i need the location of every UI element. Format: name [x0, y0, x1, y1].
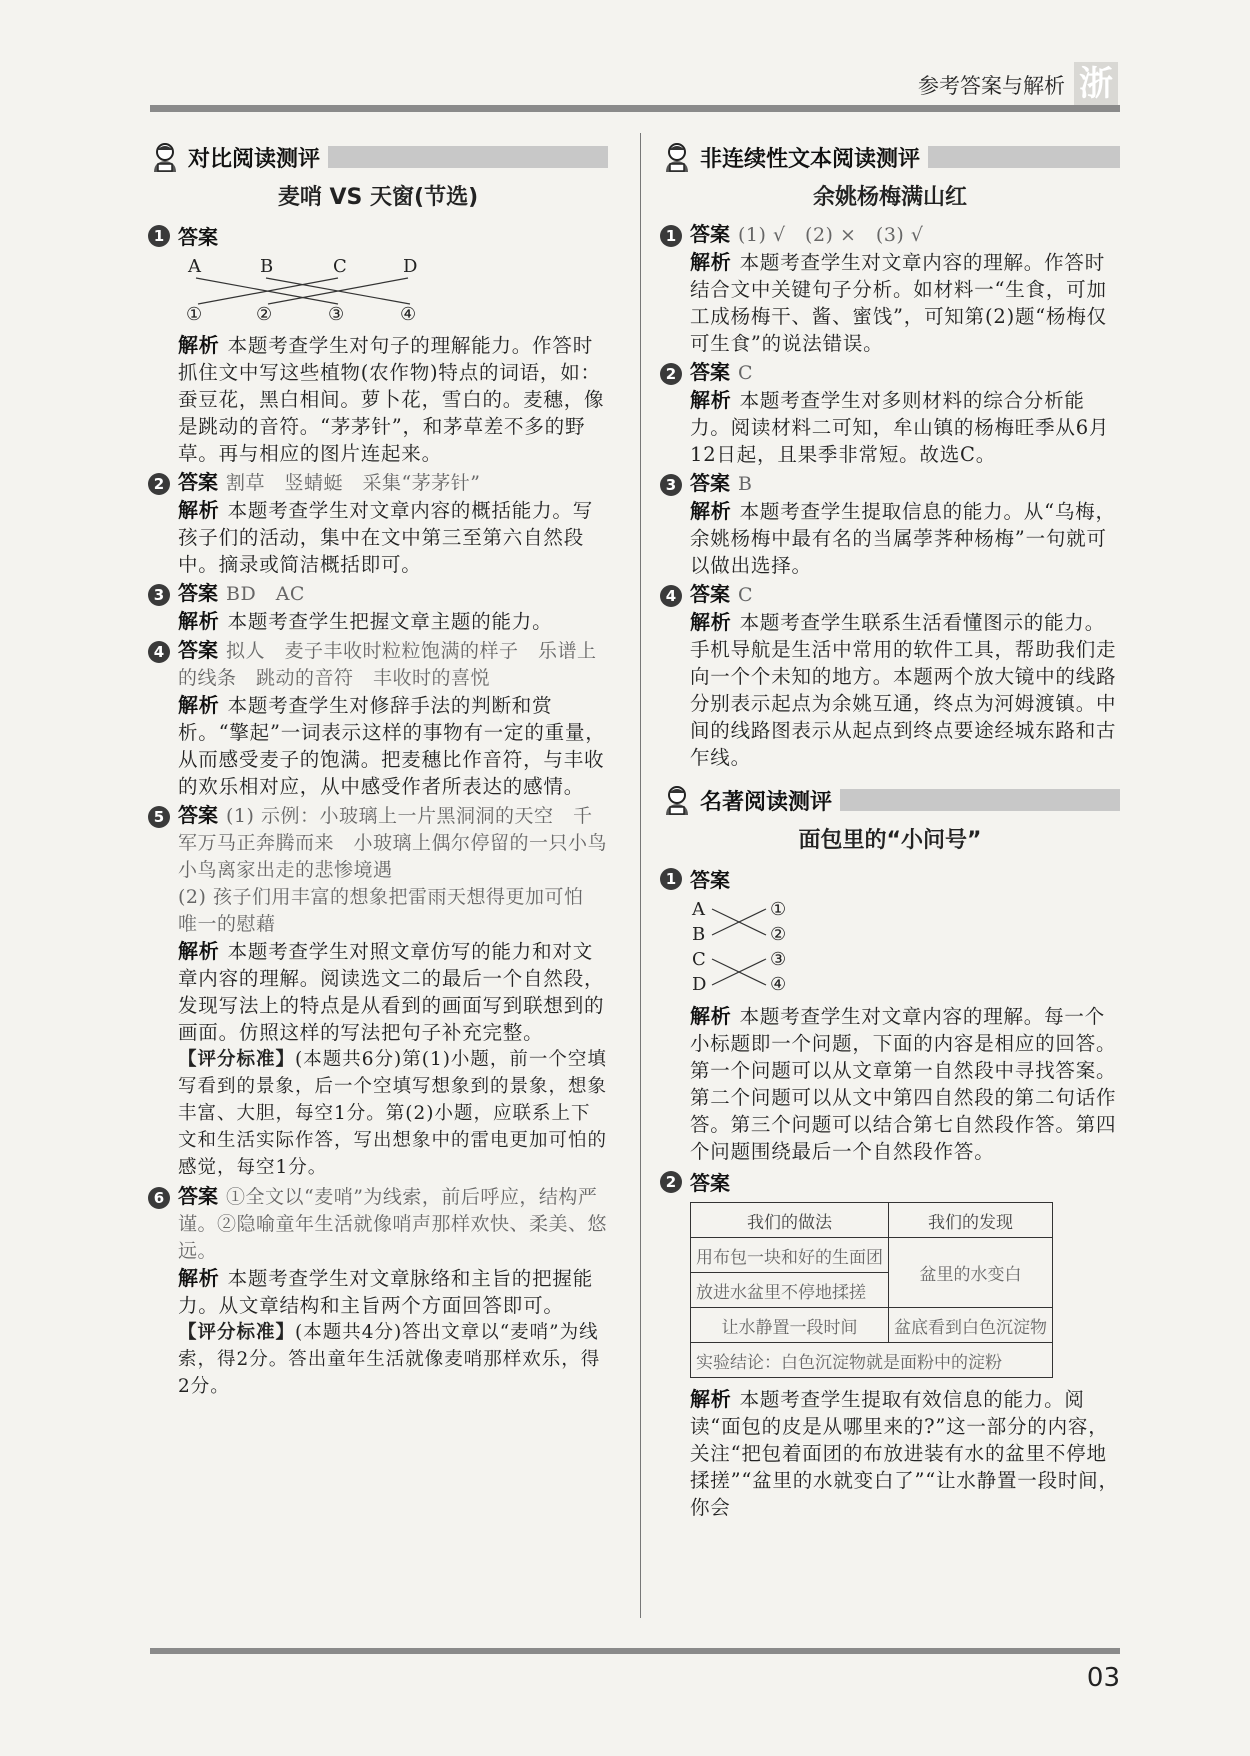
explain-text: 本题考查学生对修辞手法的判断和赏析。“擎起”一词表示这样的事物有一定的重量，从而感受麦子的饱满。把麦穗比作音符，与丰收的欢乐相对应，从中感受作者所表达的感情。 [178, 694, 606, 798]
answer-label: 答案 [178, 638, 218, 662]
student-reading-icon [660, 140, 694, 174]
table-cell: 用布包一块和好的生面团 [691, 1238, 889, 1273]
explain-text: 本题考查学生对多则材料的综合分析能力。阅读材料二可知，牟山镇的杨梅旺季从6月12日起，且果季非常短。故选C。 [690, 389, 1110, 466]
question-6 [148, 1183, 608, 1400]
explain-label: 解析 [178, 333, 220, 357]
answer-text: C [738, 362, 754, 384]
question-2 [660, 1167, 1120, 1521]
answer-label: 答案 [178, 803, 218, 827]
match-number: ③ [770, 949, 787, 970]
answer-label: 答案 [690, 1171, 730, 1195]
explain-text: 本题考查学生对文章脉络和主旨的把握能力。从文章结构和主旨两个方面回答即可。 [178, 1267, 594, 1317]
question-number: 3 [660, 474, 682, 496]
result-table [690, 1202, 1053, 1378]
question-4 [148, 637, 608, 800]
table-row [691, 1343, 1053, 1378]
table-row [691, 1238, 1053, 1273]
score-label: 【评分标准】 [178, 1049, 296, 1070]
table-cell: 让水静置一段时间 [691, 1308, 889, 1343]
explain-label: 解析 [178, 939, 220, 963]
section-bar [840, 789, 1120, 811]
explain-label: 解析 [178, 693, 220, 717]
score-text: (本题共6分)第(1)小题，前一个空填写看到的景象，后一个空填写想象到的景象，想象丰富、大胆，每空1分。第(2)小题，应联系上下文和生活实际作答，写出想象中的雷电更加可怕的感觉，每空1分。 [178, 1049, 608, 1178]
matching-diagram [690, 897, 810, 997]
answer-label: 答案 [178, 581, 218, 605]
question-4 [660, 581, 1120, 771]
question-number: 3 [148, 584, 170, 606]
answer-text: (2) 孩子们用丰富的想象把雷雨天想得更加可怕 唯一的慰藉 [178, 886, 603, 935]
answer-text: ①全文以“麦哨”为线索，前后呼应，结构严谨。②隐喻童年生活就像哨声那样欢快、柔美、悠远。 [178, 1186, 608, 1262]
question-number: 5 [148, 806, 170, 828]
explain-label: 解析 [690, 499, 732, 523]
header-title: 参考答案与解析 [918, 74, 1065, 98]
explain-label: 解析 [178, 498, 220, 522]
right-column [660, 138, 1120, 1523]
match-number: ② [770, 924, 787, 945]
answer-text: (1) √ (2) × (3) √ [738, 224, 924, 246]
question-number: 1 [660, 868, 682, 890]
section-head [660, 781, 1120, 819]
explain-text: 本题考查学生提取有效信息的能力。阅读“面包的皮是从哪里来的?”这一部分的内容，关注“把包着面团的布放进装有水的盆里不停地揉搓”“盆里的水就变白了”“让水静置一段时间，你会 [690, 1388, 1119, 1519]
explain-label: 解析 [690, 250, 732, 274]
section-bar [328, 146, 608, 168]
explain-text: 本题考查学生提取信息的能力。从“乌梅，余姚杨梅中最有名的当属荸荠种杨梅”一句就可以做出选择。 [690, 500, 1116, 577]
question-number: 6 [148, 1187, 170, 1209]
explain-text: 本题考查学生对照文章仿写的能力和对文章内容的理解。阅读选文二的最后一个自然段，发现写法上的特点是从看到的画面写到联想到的画面。仿照这样的写法把句子补充完整。 [178, 940, 605, 1044]
question-2 [660, 359, 1120, 468]
explain-label: 解析 [178, 1266, 220, 1290]
table-cell: 放进水盆里不停地揉搓 [691, 1273, 889, 1308]
header-badge: 浙 [1074, 62, 1118, 106]
answer-label: 答案 [178, 1184, 218, 1208]
match-number: ① [770, 899, 787, 920]
section-head [660, 138, 1120, 176]
question-number: 2 [660, 363, 682, 385]
question-number: 2 [660, 1171, 682, 1193]
match-number: ② [256, 304, 273, 325]
student-reading-icon [148, 140, 182, 174]
question-5 [148, 802, 627, 1181]
answer-text: BD AC [226, 583, 305, 605]
table-row [691, 1308, 1053, 1343]
article-title: 余姚杨梅满山红 [812, 185, 967, 210]
question-number: 4 [148, 641, 170, 663]
score-label: 【评分标准】 [178, 1322, 296, 1343]
answer-label: 答案 [690, 582, 730, 606]
question-number: 1 [148, 225, 170, 247]
answer-text: 拟人 麦子丰收时粒粒饱满的样子 乐谱上的线条 跳动的音符 丰收时的喜悦 [178, 640, 597, 689]
section-bar [928, 146, 1120, 168]
footer-rule [150, 1648, 1120, 1654]
match-letter: A [188, 256, 201, 277]
answer-label: 答案 [690, 868, 730, 892]
page-number: 03 [1086, 1663, 1120, 1693]
table-header: 我们的做法 [691, 1203, 889, 1238]
section-title: 名著阅读测评 [700, 789, 833, 815]
match-letter: B [692, 924, 706, 945]
section-title: 对比阅读测评 [188, 146, 321, 172]
section-title: 非连续性文本阅读测评 [700, 146, 921, 172]
explain-label: 解析 [178, 609, 220, 633]
explain-text: 本题考查学生对文章内容的理解。每一个小标题即一个问题，下面的内容是相应的回答。第一个问题可以从文章第一自然段中寻找答案。第二个问题可以从文中第四自然段的第二句话作答。第三个问题可以结合第七自然段作答。第四个问题围绕最后一个自然段作答。 [690, 1005, 1117, 1163]
question-1 [148, 221, 608, 467]
question-number: 2 [148, 473, 170, 495]
score-text: (本题共4分)答出文章以“麦哨”为线索，得2分。答出童年生活就像麦哨那样欢乐，得2分。 [178, 1322, 601, 1397]
article-title: 麦哨 VS 天窗(节选) [277, 185, 479, 210]
match-number: ④ [400, 304, 417, 325]
explain-label: 解析 [690, 610, 732, 634]
answer-label: 答案 [178, 470, 218, 494]
question-3 [660, 470, 1120, 579]
match-letter: C [692, 949, 706, 970]
match-letter: D [403, 256, 418, 277]
answer-text: B [738, 473, 753, 495]
question-2 [148, 469, 608, 578]
question-3 [148, 580, 608, 635]
answer-text: (1) 示例：小玻璃上一片黑洞洞的天空 千军万马正奔腾而来 小玻璃上偶尔停留的一只小鸟 小鸟离家出走的悲惨境遇 [178, 805, 627, 881]
table-cell: 盆里的水变白 [889, 1238, 1053, 1308]
explain-text: 本题考查学生对文章内容的概括能力。写孩子们的活动，集中在文中第三至第六自然段中。摘录或简洁概括即可。 [178, 499, 594, 576]
explain-label: 解析 [690, 388, 732, 412]
match-number: ① [186, 304, 203, 325]
answer-label: 答案 [178, 225, 218, 249]
match-letter: C [333, 256, 347, 277]
explain-text: 本题考查学生把握文章主题的能力。 [227, 610, 553, 633]
table-header: 我们的发现 [889, 1203, 1053, 1238]
matching-diagram [178, 254, 438, 326]
table-cell: 实验结论：白色沉淀物就是面粉中的淀粉 [691, 1343, 1053, 1378]
explain-label: 解析 [690, 1387, 732, 1411]
section-head [148, 138, 608, 176]
header-rule [150, 105, 1120, 112]
answer-label: 答案 [690, 471, 730, 495]
question-1 [660, 221, 1120, 357]
answer-label: 答案 [690, 222, 730, 246]
explain-text: 本题考查学生对文章内容的理解。作答时结合文中关键句子分析。如材料一“生食，可加工成杨梅干、酱、蜜饯”，可知第(2)题“杨梅仅可生食”的说法错误。 [690, 251, 1107, 355]
question-number: 1 [660, 225, 682, 247]
answer-text: C [738, 584, 754, 606]
answer-text: 割草 竖蜻蜓 采集“茅茅针” [226, 472, 481, 494]
explain-label: 解析 [690, 1004, 732, 1028]
article-title: 面包里的“小问号” [798, 828, 982, 853]
explain-text: 本题考查学生联系生活看懂图示的能力。手机导航是生活中常用的软件工具，帮助我们走向一个个未知的地方。本题两个放大镜中的线路分别表示起点为余姚互通，终点为河姆渡镇。中间的线路图表示从起点到终点要途经城东路和古乍线。 [690, 611, 1117, 769]
match-letter: A [692, 899, 705, 920]
match-letter: D [692, 974, 707, 995]
match-number: ④ [770, 974, 787, 995]
left-column [148, 138, 627, 1402]
match-number: ③ [328, 304, 345, 325]
question-number: 4 [660, 585, 682, 607]
match-letter: B [260, 256, 274, 277]
table-header-row [691, 1203, 1053, 1238]
question-1 [660, 864, 1120, 1165]
explain-text: 本题考查学生对句子的理解能力。作答时抓住文中写这些植物(农作物)特点的词语，如：蚕豆花，黑白相间。萝卜花，雪白的。麦穗，像是跳动的音符。“茅茅针”，和茅草差不多的野草。再与相应的图片连起来。 [178, 334, 605, 465]
answer-label: 答案 [690, 360, 730, 384]
table-cell: 盆底看到白色沉淀物 [889, 1308, 1053, 1343]
column-divider [640, 133, 641, 1618]
student-reading-icon [660, 783, 694, 817]
